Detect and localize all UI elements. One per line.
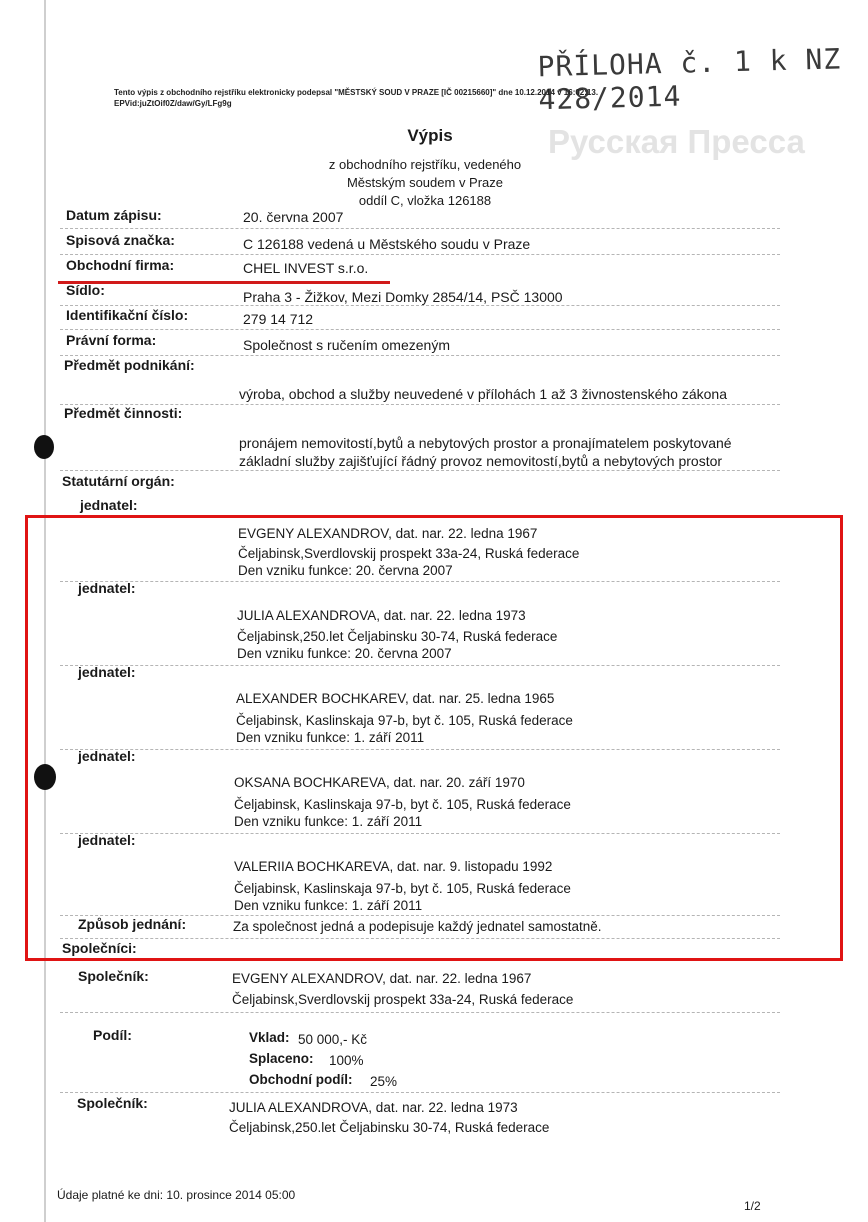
spolecnik-name: JULIA ALEXANDROVA, dat. nar. 22. ledna 1973 bbox=[229, 1100, 518, 1115]
signature-note-line1: Tento výpis z obchodního rejstříku elektronicky podepsal "MĚSTSKÝ SOUD V PRAZE [IČ 00215660]" dne 10.12.2014 v 16:02:13. bbox=[114, 88, 599, 97]
jednatel-address: Čeljabinsk, Kaslinskaja 97-b, byt č. 105, Ruská federace bbox=[236, 713, 573, 728]
jednatel-name: VALERIIA BOCHKAREVA, dat. nar. 9. listopadu 1992 bbox=[234, 859, 553, 874]
ic-label: Identifikační číslo: bbox=[66, 307, 189, 323]
organ-label: Statutární orgán: bbox=[62, 473, 175, 489]
page-number: 1/2 bbox=[744, 1199, 761, 1213]
jednatel-since: Den vzniku funkce: 1. září 2011 bbox=[234, 898, 423, 913]
jednatel-label: jednatel: bbox=[78, 832, 136, 848]
red-highlight-underline bbox=[58, 281, 390, 284]
divider bbox=[60, 938, 780, 939]
jednani-value: Za společnost jedná a podepisuje každý jednatel samostatně. bbox=[233, 919, 602, 934]
divider bbox=[60, 581, 780, 582]
cinnosti-value-2: základní služby zajišťující řádný provoz nemovitostí,bytů a nebytových prostor bbox=[239, 453, 723, 469]
sidlo-label: Sídlo: bbox=[66, 282, 105, 298]
spis-label: Spisová značka: bbox=[66, 232, 175, 248]
jednatel-since: Den vzniku funkce: 20. června 2007 bbox=[237, 646, 452, 661]
datum-label: Datum zápisu: bbox=[66, 207, 162, 223]
jednatel-address: Čeljabinsk,250.let Čeljabinsku 30-74, Ruská federace bbox=[237, 629, 558, 644]
podnikani-label: Předmět podnikání: bbox=[64, 357, 195, 373]
document-title: Výpis bbox=[407, 126, 453, 145]
jednatel-name: ALEXANDER BOCHKAREV, dat. nar. 25. ledna 1965 bbox=[236, 691, 555, 706]
divider bbox=[60, 254, 780, 255]
podil-label: Podíl: bbox=[93, 1027, 132, 1043]
splaceno-label: Splaceno: bbox=[249, 1051, 314, 1066]
vklad-label: Vklad: bbox=[249, 1030, 290, 1045]
divider bbox=[60, 228, 780, 229]
signature-note-line2: EPVid:juZtOif0Z/daw/Gy/LFg9g bbox=[114, 99, 232, 108]
divider bbox=[60, 355, 780, 356]
spolecnik-label: Společník: bbox=[77, 1095, 148, 1111]
divider bbox=[60, 665, 780, 666]
divider bbox=[60, 1092, 780, 1093]
jednani-label: Způsob jednání: bbox=[78, 916, 187, 932]
jednatel-address: Čeljabinsk,Sverdlovskij prospekt 33a-24, Ruská federace bbox=[238, 546, 580, 561]
cinnosti-value-1: pronájem nemovitostí,bytů a nebytových prostor a pronajímatelem poskytované bbox=[239, 435, 732, 451]
obchodni-podil-label: Obchodní podíl: bbox=[249, 1072, 353, 1087]
subtitle-line-2: Městským soudem v Praze bbox=[346, 175, 504, 190]
spis-value: C 126188 vedená u Městského soudu v Praze bbox=[243, 236, 531, 252]
firma-value: CHEL INVEST s.r.o. bbox=[243, 260, 369, 276]
jednatel-label: jednatel: bbox=[78, 580, 136, 596]
forma-value: Společnost s ručením omezeným bbox=[243, 337, 450, 353]
watermark: Русская Пресса bbox=[548, 123, 805, 160]
divider bbox=[60, 305, 780, 306]
subtitle-line-3: oddíl C, vložka 126188 bbox=[358, 193, 492, 208]
jednatel-label: jednatel: bbox=[80, 497, 138, 513]
jednatel-name: OKSANA BOCHKAREVA, dat. nar. 20. září 1970 bbox=[234, 775, 525, 790]
validity-date: Údaje platné ke dni: 10. prosince 2014 05:00 bbox=[57, 1188, 296, 1202]
vklad-value: 50 000,- Kč bbox=[298, 1032, 368, 1047]
jednatel-address: Čeljabinsk, Kaslinskaja 97-b, byt č. 105, Ruská federace bbox=[234, 881, 571, 896]
spolecnik-name: EVGENY ALEXANDROV, dat. nar. 22. ledna 1967 bbox=[232, 971, 532, 986]
jednatel-since: Den vzniku funkce: 20. června 2007 bbox=[238, 563, 453, 578]
jednatel-address: Čeljabinsk, Kaslinskaja 97-b, byt č. 105, Ruská federace bbox=[234, 797, 571, 812]
sidlo-value: Praha 3 - Žižkov, Mezi Domky 2854/14, PSČ 13000 bbox=[243, 289, 563, 305]
handwritten-annex-note: PŘÍLOHA č. 1 k NZ 428/2014 bbox=[537, 42, 842, 117]
forma-label: Právní forma: bbox=[66, 332, 157, 348]
jednatel-name: JULIA ALEXANDROVA, dat. nar. 22. ledna 1973 bbox=[237, 608, 526, 623]
spolecnik-address: Čeljabinsk,Sverdlovskij prospekt 33a-24, Ruská federace bbox=[232, 992, 574, 1007]
obchodni-podil-value: 25% bbox=[370, 1074, 398, 1089]
jednatel-label: jednatel: bbox=[78, 748, 136, 764]
firma-label: Obchodní firma: bbox=[66, 257, 175, 273]
ic-value: 279 14 712 bbox=[243, 311, 314, 327]
spolecnici-label: Společníci: bbox=[62, 940, 137, 956]
jednatel-name: EVGENY ALEXANDROV, dat. nar. 22. ledna 1967 bbox=[238, 526, 538, 541]
cinnosti-label: Předmět činnosti: bbox=[64, 405, 183, 421]
datum-value: 20. června 2007 bbox=[243, 209, 344, 225]
podnikani-value: výroba, obchod a služby neuvedené v přílohách 1 až 3 živnostenského zákona bbox=[239, 386, 727, 402]
jednatel-since: Den vzniku funkce: 1. září 2011 bbox=[236, 730, 425, 745]
divider bbox=[60, 329, 780, 330]
punch-hole-mark bbox=[34, 435, 54, 459]
divider bbox=[60, 470, 780, 471]
divider bbox=[60, 1012, 780, 1013]
divider bbox=[60, 749, 780, 750]
spolecnik-label: Společník: bbox=[78, 968, 149, 984]
jednatel-since: Den vzniku funkce: 1. září 2011 bbox=[234, 814, 423, 829]
splaceno-value: 100% bbox=[329, 1053, 364, 1068]
subtitle-line-1: z obchodního rejstříku, vedeného bbox=[328, 157, 522, 172]
jednatel-label: jednatel: bbox=[78, 664, 136, 680]
signature-note bbox=[114, 87, 598, 109]
spolecnik-address: Čeljabinsk,250.let Čeljabinsku 30-74, Ruská federace bbox=[229, 1120, 550, 1135]
divider bbox=[60, 833, 780, 834]
